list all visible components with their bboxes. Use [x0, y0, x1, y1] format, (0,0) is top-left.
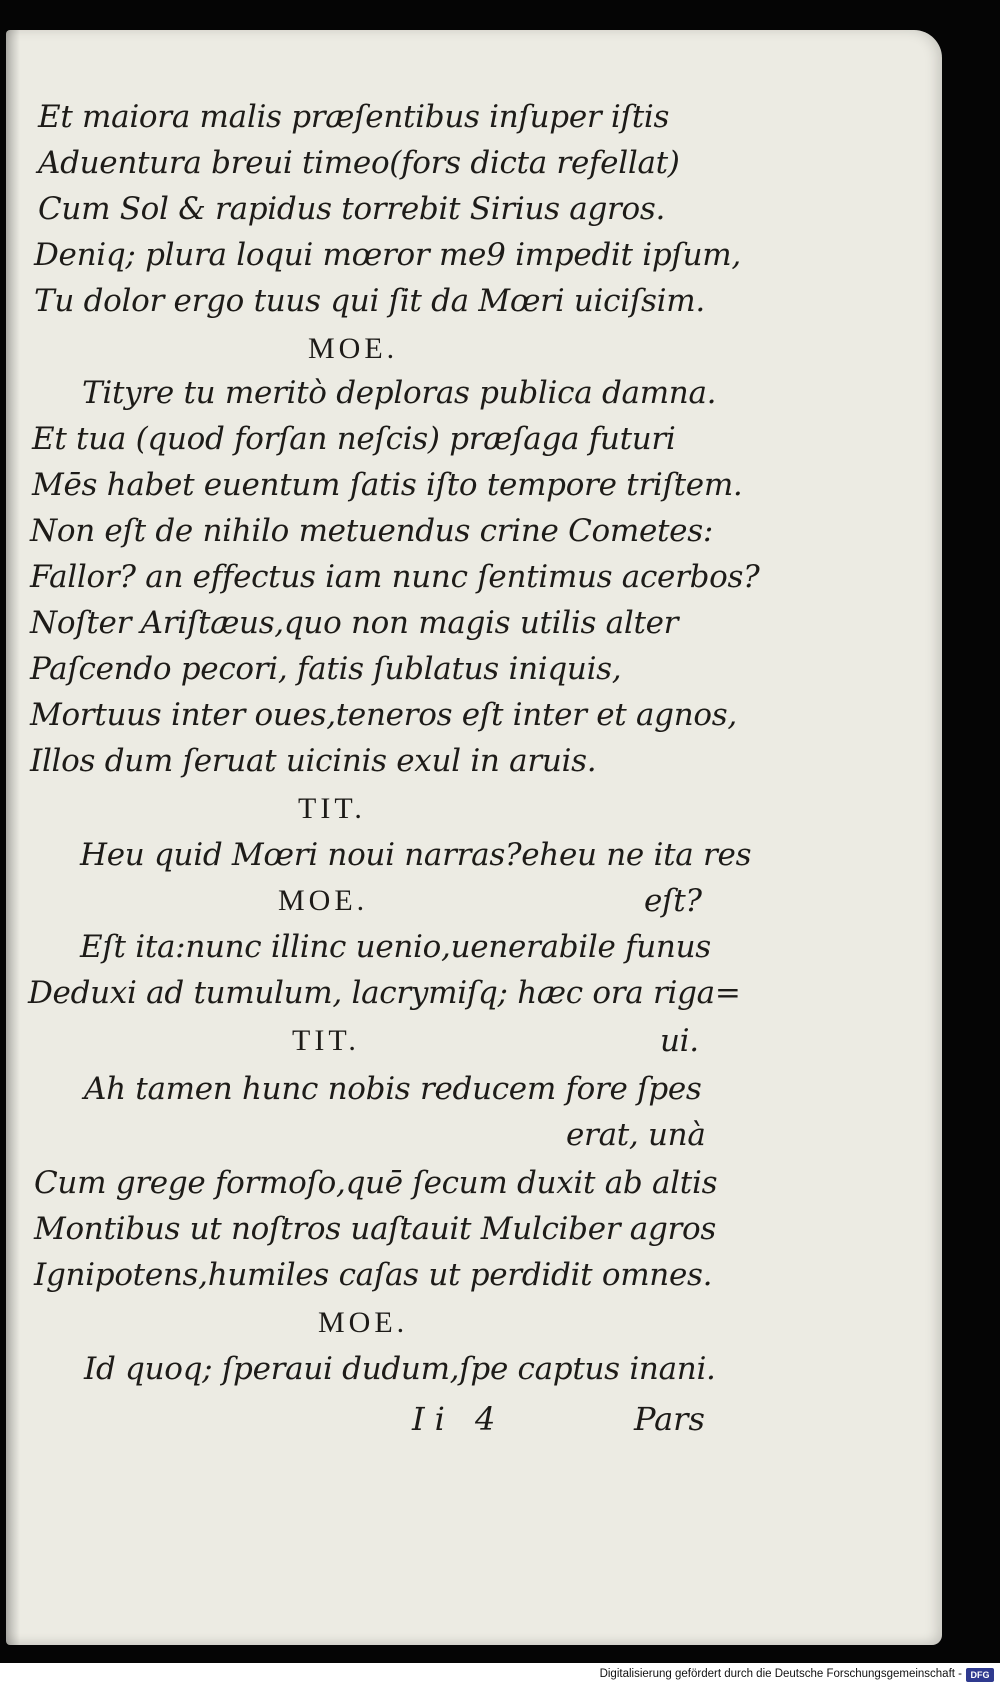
- verse-line-7: Et tua (quod forſan neſcis) præſaga futuri: [32, 421, 676, 457]
- verse-line-22: Id quoq; ſperaui dudum,ſpe captus inani.: [84, 1351, 716, 1387]
- verse-line-17: Deduxi ad tumulum, lacrymiſq; hæc ora riga=: [28, 975, 741, 1011]
- verse-line-2: Aduentura breui timeo(fors dicta refellat): [38, 145, 680, 181]
- verse-line-14: Illos dum ſeruat uicinis exul in aruis.: [30, 743, 597, 779]
- verse-line-18: Ah tamen hunc nobis reducem fore ſpes: [84, 1071, 702, 1107]
- verse-line-3: Cum Sol & rapidus torrebit Sirius agros.: [38, 191, 666, 227]
- verse-line-15: Heu quid Mœri noui narras?eheu ne ita res: [80, 837, 752, 873]
- verse-line-21: Ignipotens,humiles caſas ut perdidit omnes.: [34, 1257, 713, 1293]
- verse-line-11: Noſter Ariſtæus,quo non magis utilis alter: [30, 605, 679, 641]
- verse-line-15-turnover: eſt?: [644, 883, 702, 919]
- speaker-heading: TIT.: [292, 1024, 360, 1057]
- speaker-heading: MOE.: [318, 1306, 409, 1339]
- verse-line-6: Tityre tu meritò deploras publica damna.: [82, 375, 717, 411]
- speaker-heading: MOE.: [308, 332, 399, 365]
- verse-line-17-turnover: ui.: [660, 1023, 699, 1059]
- catchword: Pars: [634, 1400, 705, 1438]
- verse-line-20: Montibus ut noſtros uaſtauit Mulciber agros: [34, 1211, 717, 1247]
- verse-line-13: Mortuus inter oues,teneros eſt inter et agnos,: [30, 697, 737, 733]
- speaker-heading: MOE.: [278, 884, 369, 917]
- verse-line-19: Cum grege formoſo,quē ſecum duxit ab altis: [34, 1165, 718, 1201]
- verse-line-12: Paſcendo pecori, fatis ſublatus iniquis,: [30, 651, 622, 687]
- verse-line-5: Tu dolor ergo tuus qui ſit da Mœri uiciſsim.: [34, 283, 705, 319]
- dfg-logo: DFG: [966, 1668, 994, 1682]
- signature-mark: Ii 4: [412, 1400, 506, 1438]
- verse-line-1: Et maiora malis præſentibus inſuper iſtis: [38, 99, 670, 135]
- verse-line-4: Deniq; plura loqui mœror me9 impedit ipſum,: [34, 237, 741, 273]
- speaker-heading: TIT.: [298, 792, 366, 825]
- verse-line-16: Eſt ita:nunc illinc uenio,uenerabile funus: [80, 929, 711, 965]
- digitization-credit: Digitalisierung gefördert durch die Deutsche Forschungsgemeinschaft -: [599, 1668, 962, 1680]
- verse-line-18-turnover: erat, unà: [566, 1117, 706, 1153]
- verse-line-10: Fallor? an effectus iam nunc ſentimus acerbos?: [30, 559, 760, 595]
- page-gutter-shadow: [6, 30, 20, 1645]
- verse-line-9: Non eſt de nihilo metuendus crine Cometes:: [30, 513, 713, 549]
- verse-line-8: Mēs habet euentum ſatis iſto tempore triſtem.: [32, 467, 743, 503]
